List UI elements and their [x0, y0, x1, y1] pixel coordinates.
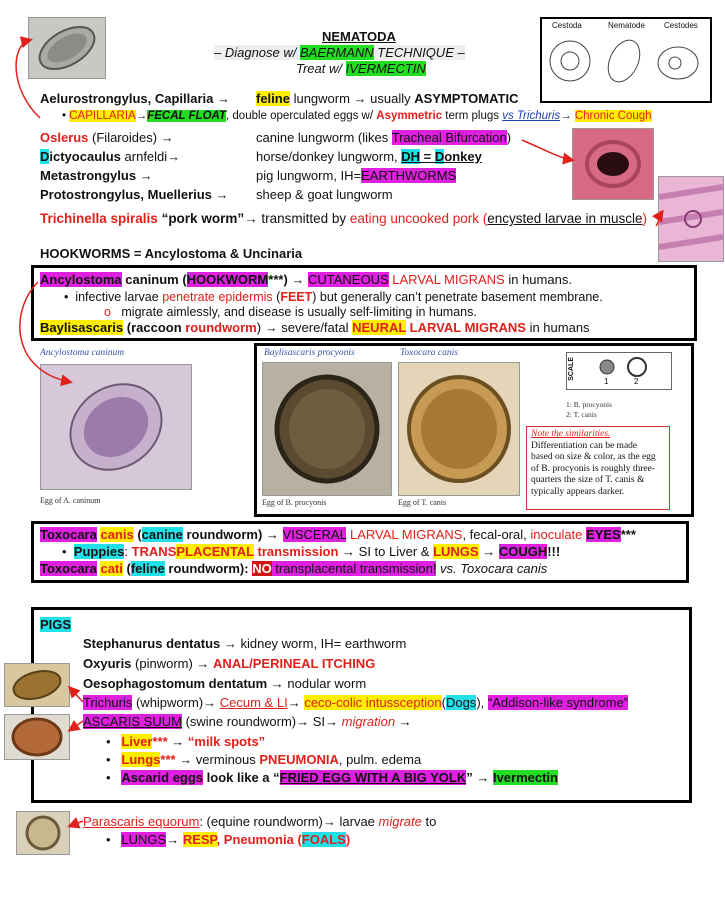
dictyocaulus-d: D — [40, 149, 50, 164]
eyes-stars: *** — [620, 527, 636, 542]
vs-trichuris-link[interactable]: vs Trichuris — [502, 110, 561, 122]
donkey-d: D — [434, 149, 445, 164]
bullet: • — [106, 832, 122, 847]
toxocara-figure-title: Toxocara canis — [400, 348, 458, 358]
l2-a: infective larvae — [75, 290, 163, 304]
tracheal-bifurcation-photo — [572, 128, 654, 200]
larval-migrans: LARVAL MIGRANS — [388, 272, 505, 287]
asymptomatic-text: ASYMPTOMATIC — [414, 91, 519, 106]
parascaris-name: Parascaris equorum — [83, 814, 200, 829]
donkey-rest: onkey — [444, 149, 482, 164]
sketch-label-nematode: Nematode — [608, 21, 645, 30]
subtitle-treat — [296, 61, 426, 76]
canis-highlight: canis — [100, 527, 134, 542]
arrow: → — [135, 110, 148, 122]
ascaris-suum-highlight: ASCARIS SUUM — [83, 714, 182, 729]
no-highlight: NO — [252, 561, 272, 576]
anal-itching: ANAL/PERINEAL ITCHING — [213, 656, 376, 671]
sketch-label-cestoda: Cestoda — [552, 21, 582, 30]
oslerus-name: Oslerus — [40, 130, 89, 145]
r2-mid2: term plugs — [442, 110, 503, 122]
scale-key-1: 1: B. procyonis — [566, 400, 613, 409]
r5-right: pig lungworm, IH= — [256, 168, 362, 183]
liver-stars: *** — [152, 734, 168, 749]
placental-highlight: PLACENTAL — [176, 544, 254, 559]
b2-a: → verminous — [175, 752, 260, 767]
parascaris-b: to — [421, 814, 437, 829]
subtitle-prefix: – Diagnose w/ — [214, 45, 300, 60]
arrow-tracheal — [522, 140, 572, 160]
row-capillaria — [62, 110, 652, 122]
pigs-bullet-liver — [106, 734, 265, 749]
resp-highlight: RESP — [182, 832, 217, 847]
box2-line1 — [40, 527, 636, 542]
r2-mid: , double operculated eggs w/ — [226, 110, 377, 122]
l3-c: roundworm): — [164, 561, 253, 576]
l3-text: migrate aimlessly, and disease is usually self-limiting in humans. — [121, 305, 477, 319]
pigs-heading: PIGS — [40, 617, 72, 632]
hookworm-heading: HOOKWORMS = Ancylostoma & Uncinaria — [40, 246, 303, 261]
foals-highlight: FOALS — [301, 832, 346, 847]
l2-a: → SI to Liver & — [338, 544, 434, 559]
parascaris-line2 — [106, 832, 350, 847]
subtitle-diagnose — [214, 45, 465, 60]
bullet: • — [62, 110, 70, 122]
pork-worm: “pork worm” — [157, 211, 245, 226]
arrow2: → — [560, 110, 575, 122]
l1-a: caninum ( — [121, 272, 187, 287]
box1-line2 — [64, 290, 603, 304]
row-protostrongylus-desc: sheep & goat lungworm — [256, 187, 393, 202]
scale-key-2: 2: T. canis — [566, 410, 597, 419]
s4-c: ), — [476, 695, 488, 710]
dictyocaulus-name: ictyocaulus — [49, 149, 121, 164]
egg-sketch-box — [540, 17, 712, 103]
ivermectin-highlight-2: Ivermectin — [492, 770, 558, 785]
puppies-highlight: Puppies — [73, 544, 125, 559]
l1-paren: ( — [133, 527, 142, 542]
l4-b: ) → severe/fatal — [256, 320, 353, 335]
r1-rest: lungworm → usually — [289, 91, 415, 106]
parascaris-migrate: migrate — [378, 814, 422, 829]
scale-label: SCALE — [568, 357, 575, 381]
parascaris-c: , Pneumonia ( — [216, 832, 302, 847]
row-aelurostrongylus — [40, 91, 230, 106]
scale-2: 2 — [634, 377, 639, 386]
feline-highlight: feline — [256, 91, 290, 106]
b3-a: look like a “ — [203, 770, 280, 785]
s4-open: ( — [441, 695, 446, 710]
ancylostoma-caption: Egg of A. caninum — [40, 496, 101, 505]
baylisascaris-highlight: Baylisascaris — [40, 320, 124, 335]
penetrate-epidermis: penetrate epidermis — [162, 290, 273, 304]
row-metastrongylus-desc — [256, 168, 456, 183]
pigs-stephanurus — [83, 636, 406, 651]
cough-highlight: COUGH — [498, 544, 548, 559]
eyes-highlight: EYES — [586, 527, 621, 542]
eating-uncooked-pork: eating uncooked pork — [349, 211, 479, 226]
trichuris-egg-photo — [4, 663, 70, 707]
l2-colon: : — [124, 544, 132, 559]
toxocara-caption: Egg of T. canis — [398, 498, 447, 507]
dogs-highlight: Dogs — [445, 695, 477, 710]
l4-a: (raccoon — [123, 320, 186, 335]
box1-line3 — [104, 305, 477, 319]
ivermectin-highlight: IVERMECTIN — [345, 61, 426, 76]
row-dictyocaulus-desc — [256, 149, 482, 164]
oslerus-rest: (Filaroides) → — [88, 130, 174, 145]
cutaneous-highlight: CUTANEOUS — [308, 272, 389, 287]
scale-1: 1 — [604, 377, 609, 386]
intussception-highlight: ceco-colic intussception — [304, 695, 442, 710]
paren-close: ) — [642, 211, 648, 226]
ascaris-egg-photo — [4, 714, 70, 760]
s5-a: (swine roundworm)→ SI→ — [181, 714, 342, 729]
fecal-float-highlight: FECAL FLOAT — [147, 110, 227, 122]
note-line-4: quarters the size of T. canis & — [531, 475, 645, 485]
l1-d: , fecal-oral, — [462, 527, 531, 542]
lungs-stars: *** — [160, 752, 176, 767]
bullet: • — [106, 752, 122, 767]
r4-right: horse/donkey lungworm, — [256, 149, 402, 164]
lungs-highlight-pigs: Lungs — [121, 752, 161, 767]
row-oslerus-desc — [256, 130, 511, 145]
dh-highlight: DH — [401, 149, 421, 164]
pigs-oxyuris — [83, 656, 375, 671]
neural-highlight: NEURAL — [352, 320, 407, 335]
l3-b: ( — [122, 561, 131, 576]
scale-bar — [566, 352, 672, 390]
migration-text: migration — [341, 714, 396, 729]
l1-c: roundworm) → — [182, 527, 283, 542]
roundworm-red: roundworm — [185, 320, 257, 335]
oxyuris-desc: (pinworm) → — [131, 656, 214, 671]
bullet: • — [106, 770, 122, 785]
b3-b: ” → — [466, 770, 493, 785]
chronic-cough-highlight: Chronic Cough — [574, 110, 652, 122]
page-title: NEMATODA — [322, 29, 396, 44]
row-metastrongylus: Metastrongylus → — [40, 168, 153, 183]
row-aelurostrongylus-desc — [256, 91, 519, 106]
box1-line4 — [40, 320, 590, 335]
trichinella-mid: → transmitted by — [244, 211, 350, 226]
trichinella-egg-photo — [28, 17, 106, 79]
l2-b: → — [478, 544, 499, 559]
r3-end: ) — [506, 130, 512, 145]
pigs-oesophagostomum — [83, 676, 366, 691]
addison-highlight: “Addison-like syndrome” — [487, 695, 629, 710]
note-line-5: typically appears darker. — [531, 486, 625, 497]
aelurostrongylus-name: Aelurostrongylus, Capillaria → — [40, 91, 230, 106]
ancylostoma-highlight: Ancylostoma — [40, 272, 122, 287]
l4-larval: LARVAL MIGRANS — [406, 320, 526, 335]
trichuris-highlight: Trichuris — [83, 695, 133, 710]
lungs-highlight: LUNGS — [433, 544, 479, 559]
l2-end: !!! — [547, 544, 561, 559]
l1-end: in humans. — [504, 272, 572, 287]
bullet: • — [106, 734, 122, 749]
toxocara-cati-highlight: Toxocara — [40, 561, 97, 576]
vs-toxocara-canis: vs. Toxocara canis — [436, 561, 548, 576]
bullet: • — [64, 290, 76, 304]
encysted-larvae: encysted larvae in muscle — [487, 211, 643, 226]
pigs-trichuris — [83, 695, 628, 710]
parascaris-a: : (equine roundworm)→ larvae — [199, 814, 379, 829]
encysted-larvae-muscle-photo — [658, 176, 724, 262]
stephanurus-name: Stephanurus dentatus — [83, 636, 221, 651]
row-dictyocaulus — [40, 149, 180, 164]
parascaris-lungs: LUNGS — [121, 832, 167, 847]
box2-line2 — [62, 544, 560, 559]
transmission-text: transmission — [253, 544, 339, 559]
l2-c: ) but generally can’t penetrate basement membrane. — [312, 290, 603, 304]
cati-highlight: cati — [100, 561, 123, 576]
l2-b: ( — [272, 290, 281, 304]
parascaris-line1 — [83, 814, 436, 829]
paren-open: ( — [478, 211, 488, 226]
pigs-ascaris — [83, 714, 412, 729]
sub-bullet: o — [104, 305, 122, 319]
oesophagostomum-desc: → nodular worm — [267, 676, 367, 691]
pigs-bullet-lungs — [106, 752, 421, 767]
r4-eq: = — [420, 149, 435, 164]
baermann-highlight: BAERMANN — [300, 45, 374, 60]
parascaris-arrow: → — [166, 832, 183, 847]
hookworm-highlight: HOOKWORM — [186, 272, 269, 287]
visceral-highlight: VISCERAL — [282, 527, 347, 542]
baylisascaris-figure-title: Baylisascaris procyonis — [264, 348, 355, 358]
capillaria-highlight: CAPILLARIA — [69, 110, 136, 122]
note-line-1: Differentiation can be made — [531, 440, 638, 451]
parascaris-d: ) — [345, 832, 351, 847]
fried-egg-highlight: FRIED EGG WITH A BIG YOLK — [279, 770, 467, 785]
canine-highlight: canine — [141, 527, 183, 542]
earthworms-highlight: EARTHWORMS — [361, 168, 457, 183]
l4-end: in humans — [525, 320, 590, 335]
row-protostrongylus: Protostrongylus, Muellerius → — [40, 187, 229, 202]
b1-a: → — [167, 734, 188, 749]
subtitle-suffix: TECHNIQUE – — [373, 45, 465, 60]
ancylostoma-figure-title: Ancylostoma caninum — [40, 348, 125, 358]
b2-b: , pulm. edema — [338, 752, 422, 767]
box1-line1 — [40, 272, 572, 287]
l1-b: ***) → — [268, 272, 308, 287]
oesophagostomum-name: Oesophagostomum dentatum — [83, 676, 268, 691]
baylisascaris-caption: Egg of B. procyonis — [262, 498, 327, 507]
cecum-li: Cecum & LI — [219, 695, 288, 710]
dictyocaulus-rest: arnfeldi→ — [120, 149, 181, 164]
pigs-bullet-eggs — [106, 770, 558, 785]
no-transplacental-highlight: transplacental transmission! — [271, 561, 437, 576]
pneumonia-text: PNEUMONIA — [259, 752, 339, 767]
oxyuris-name: Oxyuris — [83, 656, 132, 671]
trichinella-name: Trichinella spiralis — [40, 211, 158, 226]
baylisascaris-egg-photo — [262, 362, 392, 496]
bullet: • — [62, 544, 74, 559]
liver-highlight: Liver — [121, 734, 153, 749]
note-title: Note the similarities. — [531, 429, 611, 439]
stephanurus-desc: → kidney worm, IH= earthworm — [220, 636, 407, 651]
s4-b: → — [287, 695, 305, 710]
note-line-2: based on size & color, as the egg — [531, 452, 656, 462]
row-trichinella — [40, 211, 647, 226]
milk-spots: “milk spots” — [187, 734, 266, 749]
feet-text: FEET — [280, 290, 313, 304]
tracheal-bifurcation-highlight: Tracheal Bifurcation — [391, 130, 507, 145]
feline-highlight-2: feline — [130, 561, 165, 576]
toxocara-egg-photo — [398, 362, 520, 496]
s5-b: → — [395, 714, 412, 729]
r3-right: canine lungworm (likes — [256, 130, 392, 145]
treat-prefix: Treat w/ — [296, 61, 346, 76]
s4-a: (whipworm)→ — [132, 695, 220, 710]
sketch-label-cestodes: Cestodes — [664, 21, 698, 30]
ancylostoma-figure — [40, 348, 195, 508]
ancylostoma-egg-photo — [40, 364, 192, 490]
parascaris-egg-photo — [16, 811, 70, 855]
asymmetric-text: Asymmetric — [376, 110, 443, 122]
row-oslerus — [40, 130, 174, 145]
toxocara-highlight: Toxocara — [40, 527, 97, 542]
trans-text: TRANS — [131, 544, 177, 559]
visceral-larval: LARVAL MIGRANS — [346, 527, 463, 542]
arrow-parascaris — [70, 821, 83, 826]
note-line-3: of B. procyonis is roughly three- — [531, 463, 656, 474]
inoculate-text: inoculate — [530, 527, 583, 542]
box2-line3 — [40, 561, 547, 576]
note-box — [526, 426, 670, 510]
ascarid-eggs-highlight: Ascarid eggs — [121, 770, 204, 785]
